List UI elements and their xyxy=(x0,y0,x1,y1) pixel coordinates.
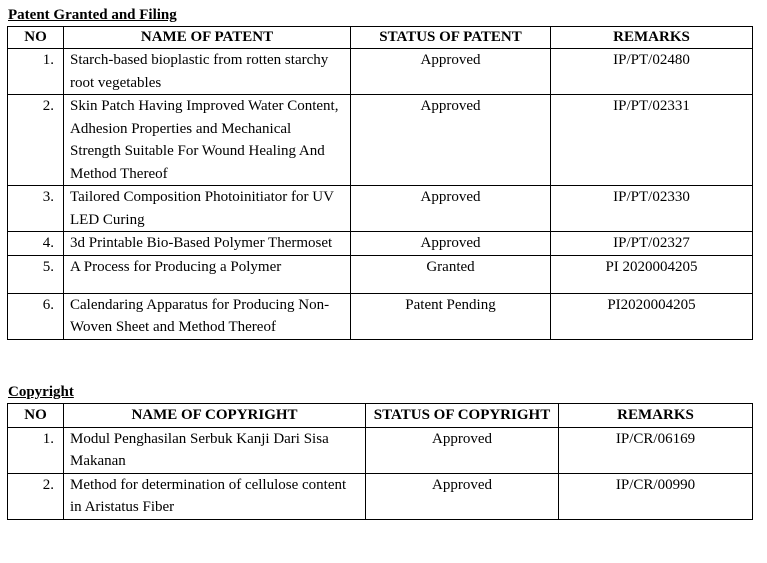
row-number: 5. xyxy=(8,255,64,293)
row-number: 2. xyxy=(8,473,64,519)
patent-status: Granted xyxy=(351,255,551,293)
copyright-remarks: IP/CR/00990 xyxy=(559,473,753,519)
patent-name: 3d Printable Bio-Based Polymer Thermoset xyxy=(64,232,351,256)
copyright-remarks: IP/CR/06169 xyxy=(559,427,753,473)
table-row xyxy=(8,255,753,293)
header-remarks: REMARKS xyxy=(551,27,753,49)
table-row xyxy=(8,95,753,186)
copyright-section-title: Copyright xyxy=(8,384,74,400)
header-status-of-copyright: STATUS OF COPYRIGHT xyxy=(366,404,559,428)
patent-section-title: Patent Granted and Filing xyxy=(8,7,177,23)
copyright-name: Method for determination of cellulose content in Aristatus Fiber xyxy=(64,473,366,519)
header-name-of-patent: NAME OF PATENT xyxy=(64,27,351,49)
table-row xyxy=(8,49,753,95)
patent-remarks: PI 2020004205 xyxy=(551,255,753,293)
row-number: 1. xyxy=(8,49,64,95)
table-row xyxy=(8,293,753,339)
copyright-status: Approved xyxy=(366,473,559,519)
row-number: 1. xyxy=(8,427,64,473)
copyright-table xyxy=(7,403,753,520)
patent-table xyxy=(7,26,753,340)
patent-status: Approved xyxy=(351,186,551,232)
copyright-status: Approved xyxy=(366,427,559,473)
table-row xyxy=(8,427,753,473)
header-no: NO xyxy=(8,27,64,49)
patent-status: Approved xyxy=(351,232,551,256)
patent-name: Tailored Composition Photoinitiator for UV LED Curing xyxy=(64,186,351,232)
patent-remarks: IP/PT/02327 xyxy=(551,232,753,256)
patent-status: Patent Pending xyxy=(351,293,551,339)
table-row xyxy=(8,186,753,232)
patent-remarks: PI2020004205 xyxy=(551,293,753,339)
patent-status: Approved xyxy=(351,49,551,95)
header-status-of-patent: STATUS OF PATENT xyxy=(351,27,551,49)
patent-name: Calendaring Apparatus for Producing Non-Woven Sheet and Method Thereof xyxy=(64,293,351,339)
row-number: 4. xyxy=(8,232,64,256)
patent-header-row xyxy=(8,27,753,49)
header-no: NO xyxy=(8,404,64,428)
patent-remarks: IP/PT/02330 xyxy=(551,186,753,232)
header-remarks: REMARKS xyxy=(559,404,753,428)
patent-remarks: IP/PT/02331 xyxy=(551,95,753,186)
row-number: 3. xyxy=(8,186,64,232)
copyright-name: Modul Penghasilan Serbuk Kanji Dari Sisa Makanan xyxy=(64,427,366,473)
table-row xyxy=(8,473,753,519)
row-number: 6. xyxy=(8,293,64,339)
patent-remarks: IP/PT/02480 xyxy=(551,49,753,95)
patent-name: A Process for Producing a Polymer xyxy=(64,255,351,293)
row-number: 2. xyxy=(8,95,64,186)
patent-name: Starch-based bioplastic from rotten starchy root vegetables xyxy=(64,49,351,95)
patent-name: Skin Patch Having Improved Water Content, Adhesion Properties and Mechanical Strength Suitable For Wound Healing And Method Thereof xyxy=(64,95,351,186)
header-name-of-copyright: NAME OF COPYRIGHT xyxy=(64,404,366,428)
copyright-header-row xyxy=(8,404,753,428)
patent-status: Approved xyxy=(351,95,551,186)
table-row xyxy=(8,232,753,256)
